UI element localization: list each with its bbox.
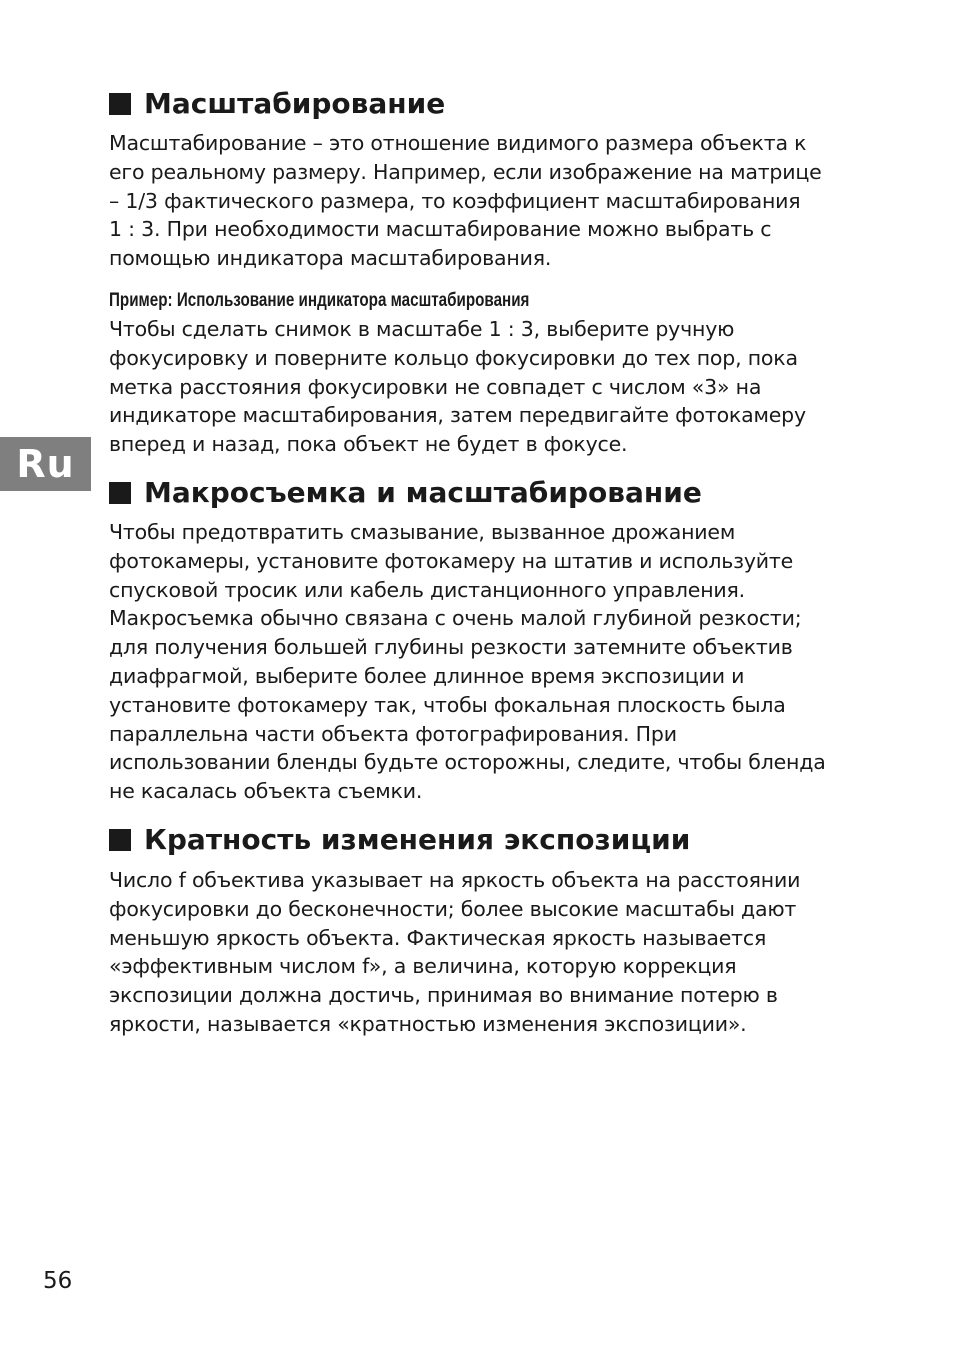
text-line: 1 : 3. При необходимости масштабирование можно выбрать с bbox=[109, 217, 772, 242]
text-line: меньшую яркость объекта. Фактическая яркость называется bbox=[109, 925, 767, 950]
section-paragraph-macro bbox=[109, 518, 826, 806]
text-line: спусковой тросик или кабель дистанционного управления. bbox=[109, 577, 745, 602]
text-line: фокусировку и поверните кольцо фокусировки до тех пор, пока bbox=[109, 345, 798, 370]
section-heading-exposure-factor bbox=[109, 822, 690, 858]
language-tab-label: Ru bbox=[16, 442, 75, 486]
page-number: 56 bbox=[43, 1268, 73, 1294]
example-heading: Пример: Использование индикатора масштабирования bbox=[109, 290, 530, 311]
text-line: яркости, называется «кратностью изменения экспозиции». bbox=[109, 1011, 747, 1036]
language-tab bbox=[0, 437, 91, 491]
text-line: Число f объектива указывает на яркость объекта на расстоянии bbox=[109, 868, 801, 892]
text-line: экспозиции должна достичь, принимая во внимание потерю в bbox=[109, 983, 778, 1008]
text-line: не касалась объекта съемки. bbox=[109, 779, 423, 804]
text-line: индикаторе масштабирования, затем передвигайте фотокамеру bbox=[109, 403, 806, 428]
section-square-icon bbox=[109, 829, 131, 851]
section-square-icon bbox=[109, 93, 131, 115]
text-line: диафрагмой, выберите более длинное время экспозиции и bbox=[109, 663, 745, 688]
text-line: использовании бленды будьте осторожны, следите, чтобы бленда bbox=[109, 750, 826, 775]
text-line: – 1/3 фактического размера, то коэффициент масштабирования bbox=[109, 188, 801, 213]
section-square-icon bbox=[109, 482, 131, 504]
text-line: фотокамеры, установите фотокамеру на штатив и используйте bbox=[109, 548, 794, 573]
section-paragraph-scaling bbox=[109, 129, 822, 273]
text-line: его реальному размеру. Например, если изображение на матрице bbox=[109, 159, 822, 184]
text-line: «эффективным числом f», а величина, которую коррекция bbox=[109, 954, 737, 979]
text-line: Чтобы предотвратить смазывание, вызванное дрожанием bbox=[109, 520, 736, 544]
text-line: вперед и назад, пока объект не будет в фокусе. bbox=[109, 432, 628, 457]
section-title-text: Кратность изменения экспозиции bbox=[144, 823, 691, 856]
section-paragraph-exposure-factor bbox=[109, 866, 800, 1039]
example-paragraph bbox=[109, 315, 806, 459]
section-heading-scaling bbox=[109, 86, 445, 122]
text-line: фокусировки до бесконечности; более высокие масштабы дают bbox=[109, 896, 797, 921]
text-line: установите фотокамеру так, чтобы фокальная плоскость была bbox=[109, 692, 786, 717]
text-line: параллельна части объекта фотографирования. При bbox=[109, 721, 677, 746]
section-title-text: Масштабирование bbox=[144, 87, 446, 120]
section-heading-macro bbox=[109, 475, 702, 511]
text-line: Чтобы сделать снимок в масштабе 1 : 3, выберите ручную bbox=[109, 317, 735, 341]
text-line: для получения большей глубины резкости затемните объектив bbox=[109, 635, 793, 660]
section-title-text: Макросъемка и масштабирование bbox=[144, 476, 702, 509]
text-line: Макросъемка обычно связана с очень малой глубиной резкости; bbox=[109, 606, 802, 631]
text-line: помощью индикатора масштабирования. bbox=[109, 246, 552, 271]
text-line: Масштабирование – это отношение видимого размера объекта к bbox=[109, 131, 807, 155]
text-line: метка расстояния фокусировки не совпадет с числом «3» на bbox=[109, 374, 762, 399]
